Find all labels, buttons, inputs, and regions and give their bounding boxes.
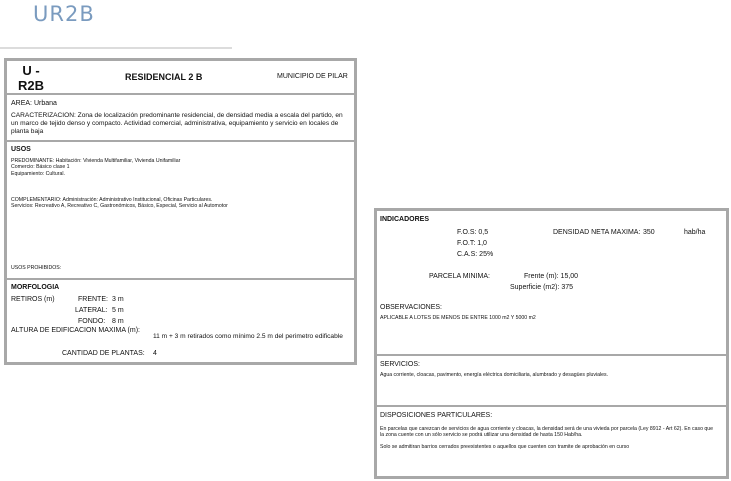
- fot-value: F.O.T: 1,0: [457, 240, 487, 247]
- area-text: AREA: Urbana: [11, 100, 57, 107]
- superficie-min: Superficie (m2): 375: [510, 284, 574, 291]
- zone-description: [7, 95, 354, 142]
- disposiciones-text-2: Solo se admitiran barrios cerrados preexistentes o aquellos que cuenten con tramite de aprobación en curso: [380, 443, 630, 450]
- frente-value: 3 m: [112, 296, 124, 303]
- lateral-label: LATERAL:: [75, 307, 108, 314]
- densidad-label: DENSIDAD NETA MAXIMA:: [553, 229, 641, 236]
- altura-label: ALTURA DE EDIFICACION MAXIMA (m):: [11, 327, 140, 334]
- indicadores-section: [377, 211, 726, 356]
- zone-code: [17, 63, 45, 93]
- usos-section: [7, 142, 354, 280]
- parcela-label: PARCELA MINIMA:: [429, 273, 490, 280]
- municipality: MUNICIPIO DE PILAR: [277, 73, 348, 80]
- frente-label: FRENTE:: [78, 296, 108, 303]
- fondo-value: 8 m: [112, 318, 124, 325]
- disposiciones-section: [377, 407, 726, 473]
- usos-line: Equipamiento: Cultural.: [11, 170, 65, 177]
- plantas-value: 4: [153, 350, 157, 357]
- fondo-label: FONDO:: [78, 318, 106, 325]
- observaciones-label: OBSERVACIONES:: [380, 304, 442, 311]
- zone-sheet-right: [374, 208, 729, 479]
- usos-complementario: [11, 197, 350, 210]
- usos-predominante: [11, 158, 350, 177]
- morfologia-section: [7, 280, 354, 356]
- zone-header: [7, 61, 354, 95]
- densidad-value: 350: [643, 229, 655, 236]
- zone-code-line2: R2B: [17, 78, 44, 93]
- fos-value: F.O.S: 0,5: [457, 229, 489, 236]
- caracterizacion-text: CARACTERIZACION: Zona de localización predominante residencial, de densidad media a escala del partido, en un marco de tejido denso y compacto. Actividad comercial, administrativa, equipamiento y servicio en locales de planta baja: [11, 112, 343, 135]
- usos-line: COMPLEMENTARIO: Administración: Administrativo Institucional, Oficinas Particulares.: [11, 196, 213, 203]
- disposiciones-title: DISPOSICIONES PARTICULARES:: [380, 412, 493, 419]
- servicios-title: SERVICIOS:: [380, 361, 420, 368]
- usos-line: Comercio: Básico clase 1: [11, 164, 70, 171]
- frente-min: Frente (m): 15,00: [524, 273, 579, 280]
- retiros-label: RETIROS (m): [11, 296, 55, 303]
- servicios-section: [377, 356, 726, 407]
- disposiciones-text-1: En parcelas que carezcan de servicios de agua corriente y cloacas, la densidad será de una vivieda por parcela (Ley 8912 - Art 62). En caso que la zona cuente con un sólo servicio se podrá utilizar una densidad de hasta 150 Hab/ha.: [380, 426, 714, 439]
- usos-title: USOS: [11, 146, 31, 153]
- logo-text: UR2B: [33, 2, 95, 26]
- observaciones-text: APLICABLE A LOTES DE MENOS DE ENTRE 1000 m2 Y 5000 m2: [380, 315, 536, 321]
- lateral-value: 5 m: [112, 307, 124, 314]
- zone-code-line1: U -: [22, 63, 40, 78]
- morfologia-title: MORFOLOGIA: [11, 284, 60, 291]
- zone-sheet-left: [4, 58, 357, 365]
- usos-line: PREDOMINANTE: Habitación: Vivienda Multifamiliar, Vivienda Unifamiliar: [11, 158, 181, 164]
- usos-prohibidos: USOS PROHIBIDOS:: [11, 265, 62, 271]
- servicios-text: Agua corriente, cloacas, pavimento, energía eléctrica domiciliaria, alumbrado y desagües pluviales.: [380, 372, 609, 378]
- zone-title: RESIDENCIAL 2 B: [125, 72, 203, 82]
- divider: [0, 47, 232, 49]
- cas-value: C.A.S: 25%: [457, 251, 494, 258]
- altura-value: 11 m + 3 m retirados como mínimo 2.5 m del perimetro edificable: [153, 333, 343, 340]
- plantas-label: CANTIDAD DE PLANTAS:: [62, 350, 145, 357]
- usos-line: Servicios: Recreativo A, Recreativo C, Gastronómicos, Básico, Especial, Servicio al Automotor: [11, 203, 228, 210]
- densidad-unit: hab/ha: [684, 229, 706, 236]
- indicadores-title: INDICADORES: [380, 216, 430, 223]
